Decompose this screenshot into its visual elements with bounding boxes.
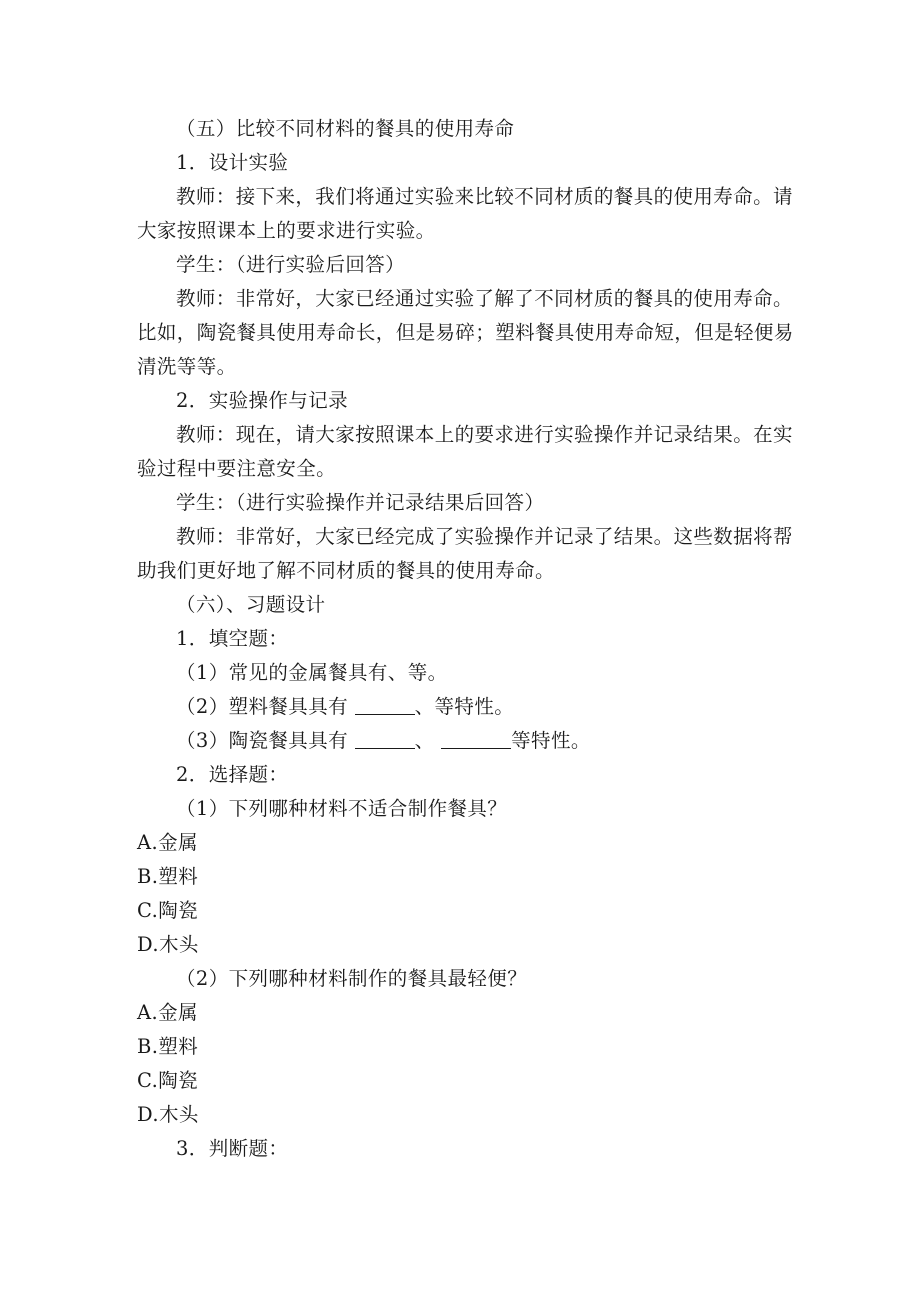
choice-option: B.塑料: [137, 865, 199, 888]
subheading-design: 1．设计实验: [176, 151, 289, 174]
teacher-paragraph: 教师：接下来，我们将通过实验来比较不同材质的餐具的使用寿命。请大家按照课本上的要求进行实验。: [137, 185, 793, 242]
teacher-paragraph: 教师：非常好，大家已经通过实验了解了不同材质的餐具的使用寿命。比如，陶瓷餐具使用寿命长，但是易碎；塑料餐具使用寿命短，但是轻便易清洗等等。: [137, 287, 794, 378]
teacher-paragraph: 教师：非常好，大家已经完成了实验操作并记录了结果。这些数据将帮助我们更好地了解不同材质的餐具的使用寿命。: [137, 525, 793, 582]
question-text: （2）塑料餐具具有: [176, 695, 349, 718]
subheading-operation: 2．实验操作与记录: [176, 389, 349, 412]
choice-option: B.塑料: [137, 1035, 199, 1058]
choice-question: （1）下列哪种材料不适合制作餐具？: [176, 797, 508, 820]
student-paragraph: 学生：（进行实验操作并记录结果后回答）: [176, 491, 545, 514]
choice-title: 2．选择题：: [176, 763, 289, 786]
fill-blank-question: （1）常见的金属餐具有、等。: [176, 661, 448, 684]
answer-blank: [355, 728, 415, 749]
teacher-paragraph: 教师：现在，请大家按照课本上的要求进行实验操作并记录结果。在实验过程中要注意安全。: [137, 423, 793, 480]
fill-blank-question: [137, 724, 797, 758]
student-paragraph: 学生：（进行实验后回答）: [176, 253, 406, 276]
question-text: 、等特性。: [414, 695, 515, 718]
question-text: 、: [414, 729, 435, 752]
fill-blank-question: [137, 690, 797, 724]
choice-option: A.金属: [137, 831, 198, 854]
choice-option: C.陶瓷: [137, 899, 199, 922]
question-text: （3）陶瓷餐具具有: [176, 729, 349, 752]
section-heading: （六）、习题设计: [176, 593, 326, 616]
choice-option: C.陶瓷: [137, 1069, 199, 1092]
choice-option: A.金属: [137, 1001, 198, 1024]
fill-blank-title: 1．填空题：: [176, 627, 289, 650]
judge-title: 3．判断题：: [176, 1137, 289, 1160]
choice-option: D.木头: [137, 1103, 199, 1126]
choice-question: （2）下列哪种材料制作的餐具最轻便？: [176, 967, 528, 990]
question-text: 等特性。: [511, 729, 591, 752]
section-heading: （五）比较不同材料的餐具的使用寿命: [176, 117, 515, 140]
choice-option: D.木头: [137, 933, 199, 956]
answer-blank: [355, 694, 415, 715]
answer-blank: [441, 728, 511, 749]
document-body: [137, 112, 797, 1166]
